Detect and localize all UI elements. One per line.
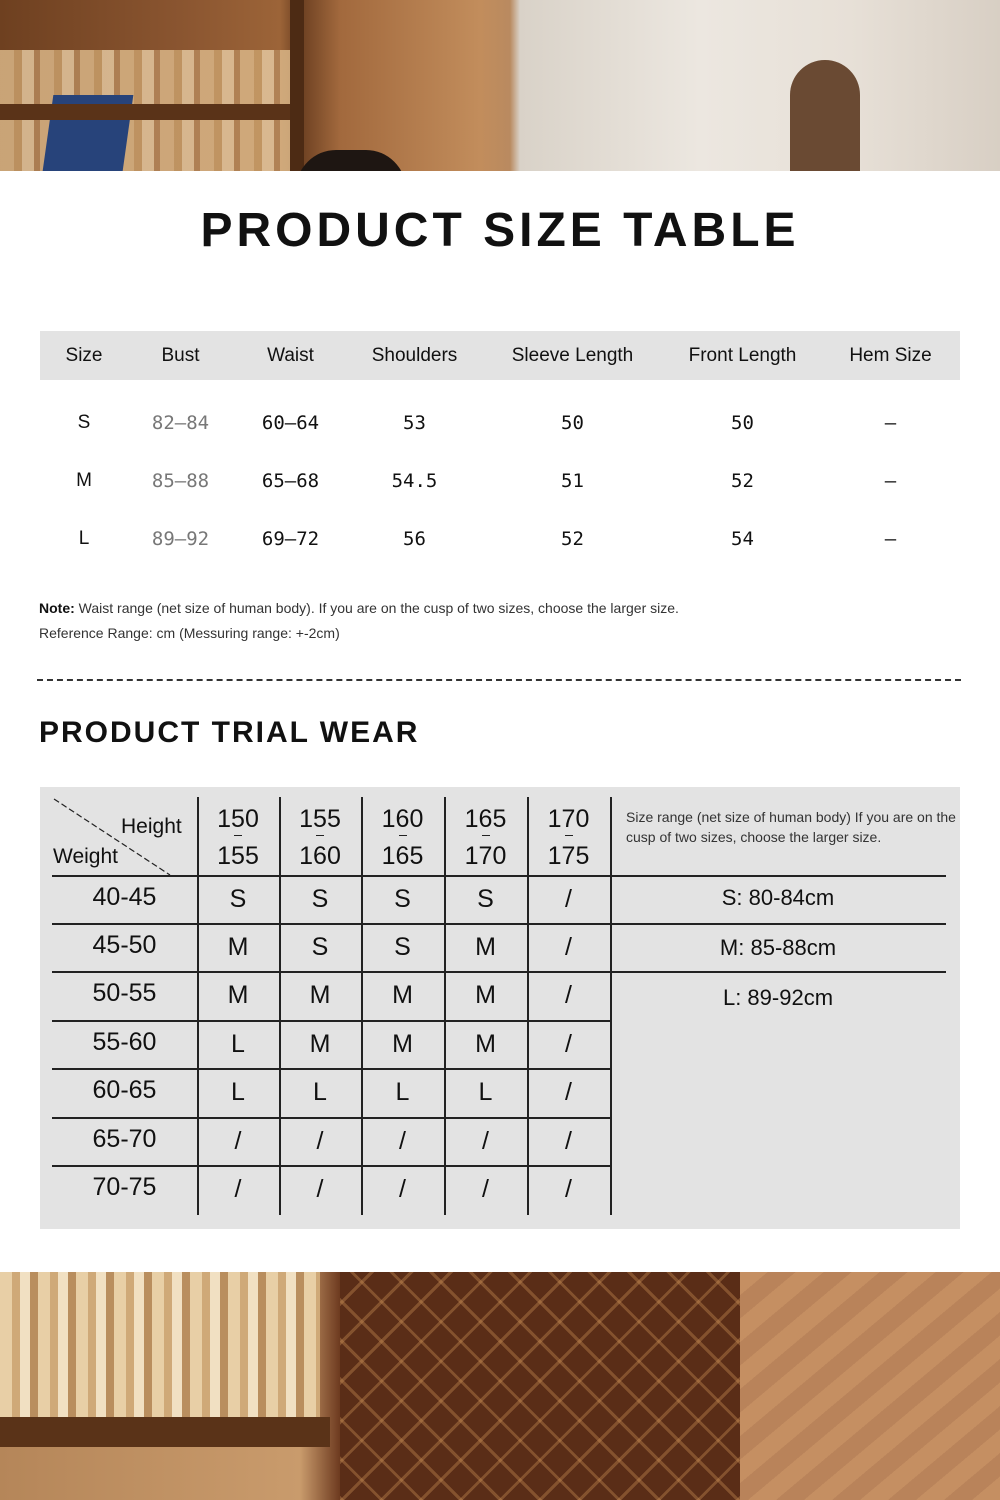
height-from: 170 bbox=[547, 805, 590, 833]
height-range-header bbox=[197, 801, 279, 875]
size-recommendation-cell: / bbox=[316, 1127, 324, 1155]
height-range-header bbox=[279, 801, 361, 875]
table-cell: 53 bbox=[403, 412, 426, 434]
weight-range-label: 65-70 bbox=[92, 1125, 157, 1153]
bookshelf-board-bottom bbox=[0, 1417, 330, 1447]
model-head bbox=[296, 150, 406, 171]
size-recommendation-cell: / bbox=[234, 1175, 242, 1203]
table-row bbox=[40, 452, 960, 510]
weight-range-label: 45-50 bbox=[92, 931, 157, 959]
size-recommendation-cell: / bbox=[565, 885, 572, 913]
grid-hline bbox=[52, 1117, 610, 1119]
height-from: 160 bbox=[381, 805, 424, 833]
size-table bbox=[40, 331, 960, 568]
size-recommendation-cell: / bbox=[565, 1175, 572, 1203]
height-range-header bbox=[361, 801, 444, 875]
bust-range-value: S: 80-84cm bbox=[721, 885, 835, 910]
grid-hline bbox=[52, 1165, 610, 1167]
note-label: Note: bbox=[39, 600, 75, 616]
size-recommendation-cell: / bbox=[565, 1078, 572, 1106]
bust-range-value: L: 89-92cm bbox=[722, 985, 834, 1010]
weight-range-label: 50-55 bbox=[92, 979, 157, 1007]
size-recommendation-cell: L bbox=[478, 1078, 493, 1106]
header-size: Size bbox=[65, 344, 103, 366]
page-title: PRODUCT SIZE TABLE bbox=[200, 204, 800, 257]
size-recommendation-cell: M bbox=[227, 981, 249, 1009]
height-from: 165 bbox=[464, 805, 507, 833]
shelf-post bbox=[290, 0, 304, 171]
table-cell: – bbox=[884, 470, 897, 492]
size-recommendation-cell: S bbox=[477, 885, 494, 913]
weight-axis-label: Weight bbox=[53, 845, 118, 868]
table-cell: 89–92 bbox=[151, 528, 210, 550]
table-cell: 82–84 bbox=[151, 412, 210, 434]
header-bust: Bust bbox=[161, 344, 200, 366]
size-note bbox=[39, 596, 679, 646]
size-table-header bbox=[40, 331, 960, 380]
table-cell: 50 bbox=[731, 412, 754, 434]
size-recommendation-cell: M bbox=[475, 933, 496, 961]
size-recommendation-cell: M bbox=[392, 1030, 413, 1058]
height-range-header bbox=[444, 801, 527, 875]
size-recommendation-cell: S bbox=[311, 885, 329, 913]
size-recommendation-cell: S bbox=[311, 933, 329, 961]
grid-hline bbox=[52, 1068, 610, 1070]
table-cell: 54 bbox=[731, 528, 754, 550]
grid-hline bbox=[52, 875, 946, 877]
grid-hline bbox=[52, 1020, 610, 1022]
table-cell: 85–88 bbox=[151, 470, 210, 492]
wood-floor bbox=[740, 1272, 1000, 1500]
size-recommendation-cell: / bbox=[316, 1175, 324, 1203]
weight-range-label: 55-60 bbox=[92, 1028, 157, 1056]
size-recommendation-cell: M bbox=[392, 981, 413, 1009]
table-cell: 50 bbox=[561, 412, 584, 434]
weight-range-label: 40-45 bbox=[92, 883, 157, 911]
size-table-body bbox=[40, 380, 960, 568]
bookshelf-board bbox=[0, 104, 300, 120]
arched-doorway bbox=[790, 60, 860, 171]
table-cell: 52 bbox=[731, 470, 754, 492]
size-recommendation-cell: M bbox=[309, 1030, 331, 1058]
size-recommendation-cell: L bbox=[231, 1030, 245, 1058]
table-cell: – bbox=[884, 412, 897, 434]
table-row bbox=[40, 394, 960, 452]
weight-range-label: 60-65 bbox=[92, 1076, 157, 1104]
header-waist: Waist bbox=[267, 344, 314, 366]
size-recommendation-cell: L bbox=[313, 1078, 327, 1106]
size-recommendation-cell: S bbox=[229, 885, 247, 913]
height-range-header bbox=[527, 801, 610, 875]
header-front-length: Front Length bbox=[688, 344, 797, 366]
size-recommendation-cell: L bbox=[395, 1078, 410, 1106]
grid-hline bbox=[52, 971, 946, 973]
table-cell: 51 bbox=[561, 470, 584, 492]
trial-side-note: Size range (net size of human body) If you are on the cusp of two sizes, choose the larger size. bbox=[626, 809, 956, 845]
height-from: 155 bbox=[299, 805, 341, 833]
size-recommendation-cell: / bbox=[482, 1127, 489, 1155]
note-line-2: Reference Range: cm (Messuring range: +-2cm) bbox=[39, 625, 340, 641]
bottom-photo-banner bbox=[0, 1272, 1000, 1500]
size-recommendation-cell: M bbox=[475, 981, 496, 1009]
plaid-skirt bbox=[340, 1272, 740, 1500]
header-sleeve-length: Sleeve Length bbox=[511, 344, 634, 366]
height-to: 170 bbox=[465, 838, 507, 875]
bookshelf-books-bottom bbox=[0, 1272, 320, 1422]
table-cell: M bbox=[76, 470, 92, 491]
grid-hline bbox=[52, 923, 946, 925]
size-recommendation-cell: / bbox=[234, 1127, 242, 1155]
size-recommendation-cell: / bbox=[565, 1127, 572, 1155]
size-recommendation-cell: / bbox=[399, 1175, 406, 1203]
size-recommendation-cell: / bbox=[565, 981, 572, 1009]
size-recommendation-cell: L bbox=[231, 1078, 245, 1106]
size-recommendation-cell: M bbox=[475, 1030, 496, 1058]
size-recommendation-cell: / bbox=[565, 1030, 572, 1058]
size-recommendation-cell: S bbox=[394, 933, 411, 961]
table-row bbox=[40, 510, 960, 568]
height-from: 150 bbox=[217, 805, 259, 833]
size-recommendation-cell: S bbox=[394, 885, 411, 913]
trial-wear-chart bbox=[40, 787, 960, 1229]
table-cell: 65–68 bbox=[261, 470, 320, 492]
height-axis-label: Height bbox=[121, 815, 182, 838]
height-to: 175 bbox=[548, 838, 590, 875]
size-recommendation-cell: / bbox=[399, 1127, 406, 1155]
height-to: 160 bbox=[299, 838, 341, 875]
height-to: 165 bbox=[382, 838, 424, 875]
top-photo-banner bbox=[0, 0, 1000, 171]
header-shoulders: Shoulders bbox=[371, 344, 458, 366]
table-cell: S bbox=[77, 412, 91, 433]
weight-range-label: 70-75 bbox=[92, 1173, 157, 1201]
table-cell: 56 bbox=[403, 528, 426, 550]
table-cell: 52 bbox=[561, 528, 584, 550]
table-cell: 60–64 bbox=[261, 412, 320, 434]
table-cell: L bbox=[78, 528, 90, 549]
table-cell: – bbox=[884, 528, 897, 550]
height-to: 155 bbox=[217, 838, 259, 875]
bust-range-value: M: 85-88cm bbox=[719, 935, 837, 960]
note-line-1: Waist range (net size of human body). If you are on the cusp of two sizes, choose the larger size. bbox=[78, 600, 679, 616]
size-recommendation-cell: M bbox=[309, 981, 331, 1009]
size-recommendation-cell: / bbox=[482, 1175, 489, 1203]
size-recommendation-cell: M bbox=[227, 933, 249, 961]
dashed-divider bbox=[37, 679, 961, 681]
header-hem-size: Hem Size bbox=[849, 344, 932, 366]
size-recommendation-cell: / bbox=[565, 933, 572, 961]
table-cell: 54.5 bbox=[391, 470, 438, 492]
trial-wear-title: PRODUCT TRIAL WEAR bbox=[39, 716, 420, 749]
table-cell: 69–72 bbox=[261, 528, 320, 550]
